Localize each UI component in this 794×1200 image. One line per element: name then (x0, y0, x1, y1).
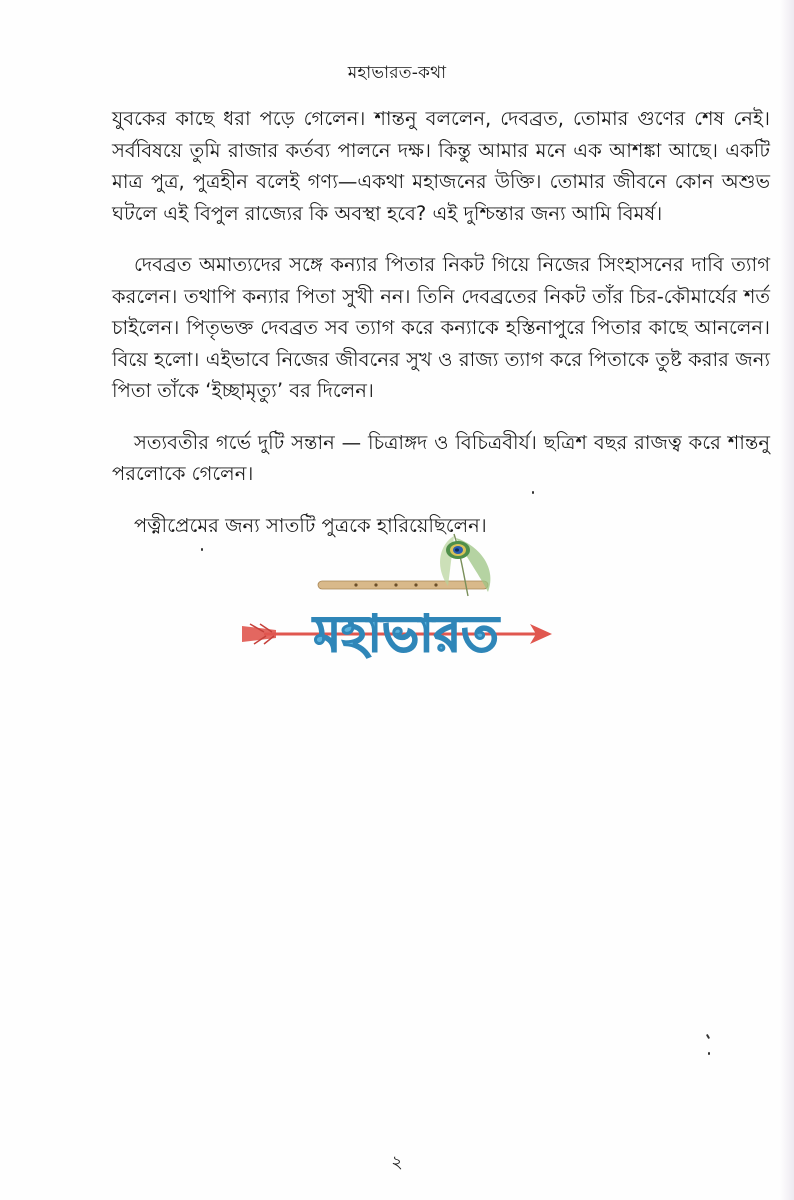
main-text (112, 103, 770, 561)
page-number: ২ (391, 1152, 403, 1173)
print-speck (532, 491, 534, 494)
paragraph-2: দেবব্রত অমাত্যদের সঙ্গে কন্যার পিতার নিকট গিয়ে নিজের সিংহাসনের দাবি ত্যাগ করলেন। তথাপি কন্যার পিতা সুখী নন। তিনি দেবব্রতের নিকট তাঁর চির-কৌমার্যের শর্ত চাইলেন। পিতৃভক্ত দেবব্রত সব ত্যাগ করে কন্যাকে হস্তিনাপুরে পিতার কাছে আনলেন। বিয়ে হলো। এইভাবে নিজের জীবনের সুখ ও রাজ্য ত্যাগ করে পিতাকে তুষ্ট করার জন্য পিতা তাঁকে ‘ইচ্ছামৃত্যু’ বর দিলেন। (112, 253, 770, 402)
paragraph-1: যুবকের কাছে ধরা পড়ে গেলেন। শান্তনু বললেন, দেবব্রত, তোমার গুণের শেষ নেই। সর্ববিষয়ে তুমি রাজার কর্তব্য পালনে দক্ষ। কিন্তু আমার মনে এক আশঙ্কা আছে। একটি মাত্র পুত্র, পুত্রহীন বলেই গণ্য—একথা মহাজনের উক্তি। তোমার জীবনে কোন অশুভ ঘটলে এই বিপুল রাজ্যের কি অবস্থা হবে? এই দুশ্চিন্তার জন্য আমি বিমর্ষ। (112, 107, 770, 225)
flute-icon (318, 581, 488, 589)
mahabharat-logo (236, 526, 566, 686)
running-title: মহাভারত-কথা (347, 63, 447, 83)
paragraph-3: সত্যবতীর গর্ভে দুটি সন্তান — চিত্রাঙ্গদ ও বিচিত্রবীর্য। ছত্রিশ বছর রাজত্ব করে শান্তনু পরলোকে গেলেন। (112, 430, 770, 485)
print-speck (201, 548, 203, 551)
print-speck (706, 1034, 710, 1039)
logo-text: মহাভারত (313, 605, 499, 663)
page-edge-shadow (780, 0, 794, 1200)
print-speck (708, 1052, 710, 1055)
paragraph-4: পত্নীপ্রেমের জন্য সাতটি পুত্রকে হারিয়েছিলেন। (134, 513, 487, 537)
